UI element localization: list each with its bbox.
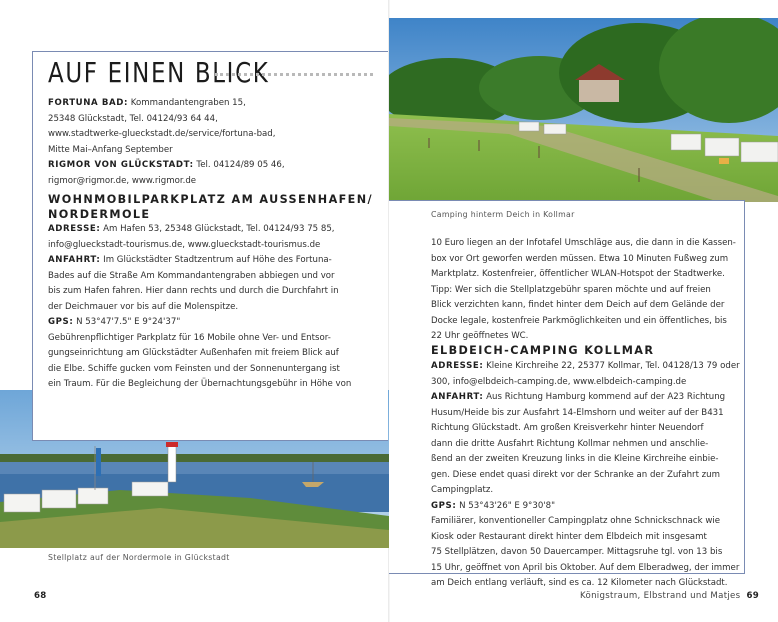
- r-anfahrt-line-1: ANFAHRT: Aus Richtung Hamburg kommend auf der A23 Richtung: [431, 392, 726, 402]
- description-line-1: Gebührenpflichtiger Parkplatz für 16 Mobile ohne Ver- und Entsor-: [48, 332, 331, 343]
- anfahrt-line-3: bis zum Hafen fahren. Hier dann rechts und durch die Durchfahrt in: [48, 286, 339, 296]
- photo-caption-right: Camping hinterm Deich in Kollmar: [431, 210, 575, 219]
- r-description-line-2: Kiosk oder Restaurant direkt hinter dem Elbdeich mit insgesamt: [431, 531, 707, 542]
- continued-line-7: 22 Uhr geöffnetes WC.: [431, 331, 529, 341]
- r-anfahrt-line-6: gen. Diese endet quasi direkt vor der Schranke an der Zufahrt zum: [431, 469, 720, 480]
- adresse-line-1: ADRESSE: Am Hafen 53, 25348 Glückstadt, Tel. 04124/93 75 85,: [48, 224, 335, 234]
- section-title-wohnmobilparkplatz-1: WOHNMOBILPARKPLATZ AM AUSSENHAFEN/: [48, 193, 373, 206]
- page-number-left: 68: [34, 591, 47, 601]
- r-description-line-3: 75 Stellplätzen, davon 50 Dauercamper. Mittagsruhe tgl. von 13 bis: [431, 547, 723, 557]
- description-line-2: gungseinrichtung am Glückstädter Außenhafen mit freiem Blick auf: [48, 348, 339, 358]
- fortuna-line-1: FORTUNA BAD: Kommandantengraben 15,: [48, 98, 246, 108]
- r-description-line-4: 15 Uhr, geöffnet von April bis Oktober. Auf dem Elberadweg, der immer: [431, 562, 740, 573]
- continued-line-1: 10 Euro liegen an der Infotafel Umschläge aus, die dann in die Kassen-: [431, 238, 736, 248]
- anfahrt-line-4: der Deichmauer vor bis auf die Molenspitze.: [48, 301, 239, 312]
- rigmor-line-2[interactable]: rigmor@rigmor.de, www.rigmor.de: [48, 175, 197, 186]
- r-anfahrt-line-2: Husum/Heide bis zur Ausfahrt 14-Elmshorn und weiter auf der B431: [431, 407, 724, 418]
- r-description-line-1: Familiärer, konventioneller Campingplatz ohne Schnickschnack wie: [431, 516, 721, 526]
- r-adresse-line-2[interactable]: 300, info@elbdeich-camping.de, www.elbdeich-camping.de: [431, 376, 687, 387]
- continued-line-6: Docke legale, kostenfreie Parkmöglichkeiten und ein öffentliches, bis: [431, 315, 727, 326]
- r-adresse-line-1: ADRESSE: Kleine Kirchreihe 22, 25377 Kollmar, Tel. 04128/13 79 oder: [431, 361, 740, 371]
- photo-camping-kollmar: [389, 18, 778, 202]
- adresse-line-2[interactable]: info@glueckstadt-tourismus.de, www.glueckstadt-tourismus.de: [48, 239, 321, 250]
- rigmor-line-1: RIGMOR VON GLÜCKSTADT: Tel. 04124/89 05 46,: [48, 160, 285, 170]
- photo-caption-left: Stellplatz auf der Nordermole in Glückstadt: [48, 553, 230, 562]
- headline-dotted-rule: [215, 73, 373, 76]
- r-gps-line: GPS: N 53°43'26" E 9°30'8": [431, 500, 556, 511]
- continued-line-3: Marktplatz. Kostenfreier, öffentlicher WLAN-Hotspot der Stadtwerke.: [431, 269, 725, 279]
- fortuna-line-4: Mitte Mai–Anfang September: [48, 144, 173, 155]
- continued-line-4: Tipp: Wer sich die Stellplatzgebühr sparen möchte und auf freien: [431, 284, 711, 295]
- r-anfahrt-line-5: ßend an der zweiten Kreuzung links in die Kleine Kirchreihe einbie-: [431, 454, 719, 464]
- anfahrt-line-2: Bades auf die Straße Am Kommandantengraben abbiegen und vor: [48, 270, 335, 281]
- r-anfahrt-line-3: Richtung Glückstadt. Am großen Kreisverkehr hinter Neuendorf: [431, 423, 704, 433]
- fortuna-line-3[interactable]: www.stadtwerke-glueckstadt.de/service/fortuna-bad,: [48, 129, 276, 139]
- gps-line: GPS: N 53°47'7.5" E 9°24'37": [48, 317, 181, 327]
- continued-line-2: box vor Ort geworfen werden müssen. Etwa 10 Minuten Fußweg zum: [431, 253, 729, 264]
- section-title-wohnmobilparkplatz-2: NORDERMOLE: [48, 208, 151, 221]
- description-line-3: die Elbe. Schiffe gucken vom Feinsten und der Sonnenuntergang ist: [48, 363, 340, 374]
- description-line-4: ein Traum. Für die Begleichung der Übernachtungsgebühr in Höhe von: [48, 379, 352, 389]
- anfahrt-line-1: ANFAHRT: Im Glückstädter Stadtzentrum auf Höhe des Fortuna-: [48, 255, 332, 265]
- headline-text: AUF EINEN BLICK: [48, 56, 270, 89]
- r-description-line-5: am Deich entlang verläuft, sind es ca. 12 Kilometer nach Glückstadt.: [431, 578, 728, 588]
- fortuna-line-2: 25348 Glückstadt, Tel. 04124/93 64 44,: [48, 113, 218, 124]
- section-title-elbdeich-camping: ELBDEICH-CAMPING KOLLMAR: [431, 344, 655, 357]
- r-anfahrt-line-7: Campingplatz.: [431, 485, 494, 495]
- r-anfahrt-line-4: dann die dritte Ausfahrt Richtung Kollmar nehmen und anschlie-: [431, 438, 709, 449]
- continued-line-5: Blick verzichten kann, findet hinter dem Deich auf dem Gelände der: [431, 300, 725, 310]
- running-footer-right: Königstraum, Elbstrand und Matjes 69: [580, 591, 760, 601]
